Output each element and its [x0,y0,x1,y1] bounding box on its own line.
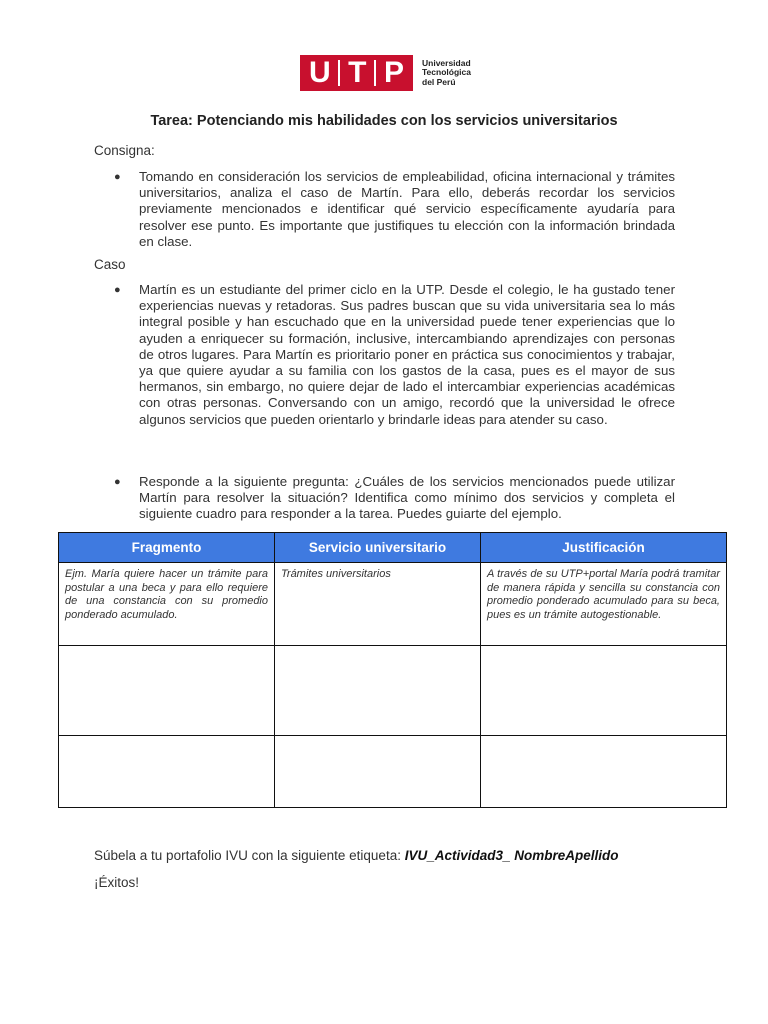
logo-separator [374,60,376,86]
logo-line: del Perú [422,76,456,87]
bullet-icon: ● [114,476,121,488]
header-justificacion: Justificación [481,533,727,563]
consigna-label: Consigna: [94,143,155,158]
bullet-icon: ● [114,284,121,296]
logo-letter-u: U [309,56,331,89]
logo-separator [338,60,340,86]
utp-logo-mark [300,55,413,91]
logo-line: Tecnológica [422,67,471,78]
answer-fragmento-cell[interactable] [59,736,275,808]
pregunta-text: Responde a la siguiente pregunta: ¿Cuáles de los servicios mencionados puede utilizar Martín para resolver la situación? Identifica como mínimo dos servicios y completa el siguiente cuadro para responder a la tarea. Puedes guiarte del ejemplo. [139,474,675,522]
upload-tag: IVU_Actividad3_ NombreApellido [404,848,619,863]
logo-wordmark [422,59,471,88]
example-justificacion-cell: A través de su UTP+portal María podrá tramitar de manera rápida y sencilla su constancia con promedio ponderado acumulado para su beca, pues es un trámite autogestionable. [481,563,727,646]
table-row-example [59,563,727,646]
answer-servicio-cell[interactable] [275,646,481,736]
caso-bullet [114,282,675,428]
logo-line: Universidad [422,57,471,68]
bullet-icon: ● [114,171,121,183]
example-fragmento-cell: Ejm. María quiere hacer un trámite para postular a una beca y para ello requiere de una constancia con su promedio ponderado acumulado. [59,563,275,646]
table-row-answer-1 [59,646,727,736]
answer-justificacion-cell[interactable] [481,736,727,808]
closing-text: ¡Éxitos! [94,875,140,890]
caso-label: Caso [94,257,126,272]
pregunta-bullet [114,474,675,523]
answer-table [58,532,727,808]
table-row-answer-2 [59,736,727,808]
table-header-row [59,533,727,563]
answer-servicio-cell[interactable] [275,736,481,808]
upload-instruction-text: Súbela a tu portafolio IVU con la siguiente etiqueta: [94,848,401,863]
answer-justificacion-cell[interactable] [481,646,727,736]
caso-text: Martín es un estudiante del primer ciclo en la UTP. Desde el colegio, le ha gustado tener experiencias nuevas y retadoras. Sus padres buscan que su vida universitaria sea lo más integral posible y han escuchado que en la universidad puede tener experiencias que lo ayuden a enriquecer su formación, inclusive, intercambiando aprendizajes con personas de otros lugares. Para Martín es prioritario poner en práctica sus conocimientos y trabajar, ya que quiere ayudar a su familia con los gastos de la casa, pues es el mayor de sus hermanos, sin embargo, no quiere dejar de lado el intercambiar experiencias académicas con otras personas. Conversando con un amigo, recordó que la universidad le ofrece algunos servicios que pueden orientarlo y brindarle ideas para atender su caso. [139,282,675,427]
upload-instruction [94,848,619,863]
consigna-bullet [114,169,675,250]
logo-letter-t: T [348,56,367,89]
utp-logo [300,55,471,91]
header-fragmento: Fragmento [59,533,275,563]
answer-fragmento-cell[interactable] [59,646,275,736]
page-title: Tarea: Potenciando mis habilidades con los servicios universitarios [150,113,618,129]
header-servicio: Servicio universitario [275,533,481,563]
consigna-text: Tomando en consideración los servicios de empleabilidad, oficina internacional y trámites universitarios, analiza el caso de Martín. Para ello, deberás recordar los servicios previamente mencionados e identificar qué servicio específicamente ayudaría para resolver ese punto. Es importante que justifiques tu elección con la información brindada en clase. [139,169,675,249]
example-servicio-cell: Trámites universitarios [275,563,481,646]
logo-letter-p: P [383,56,404,89]
